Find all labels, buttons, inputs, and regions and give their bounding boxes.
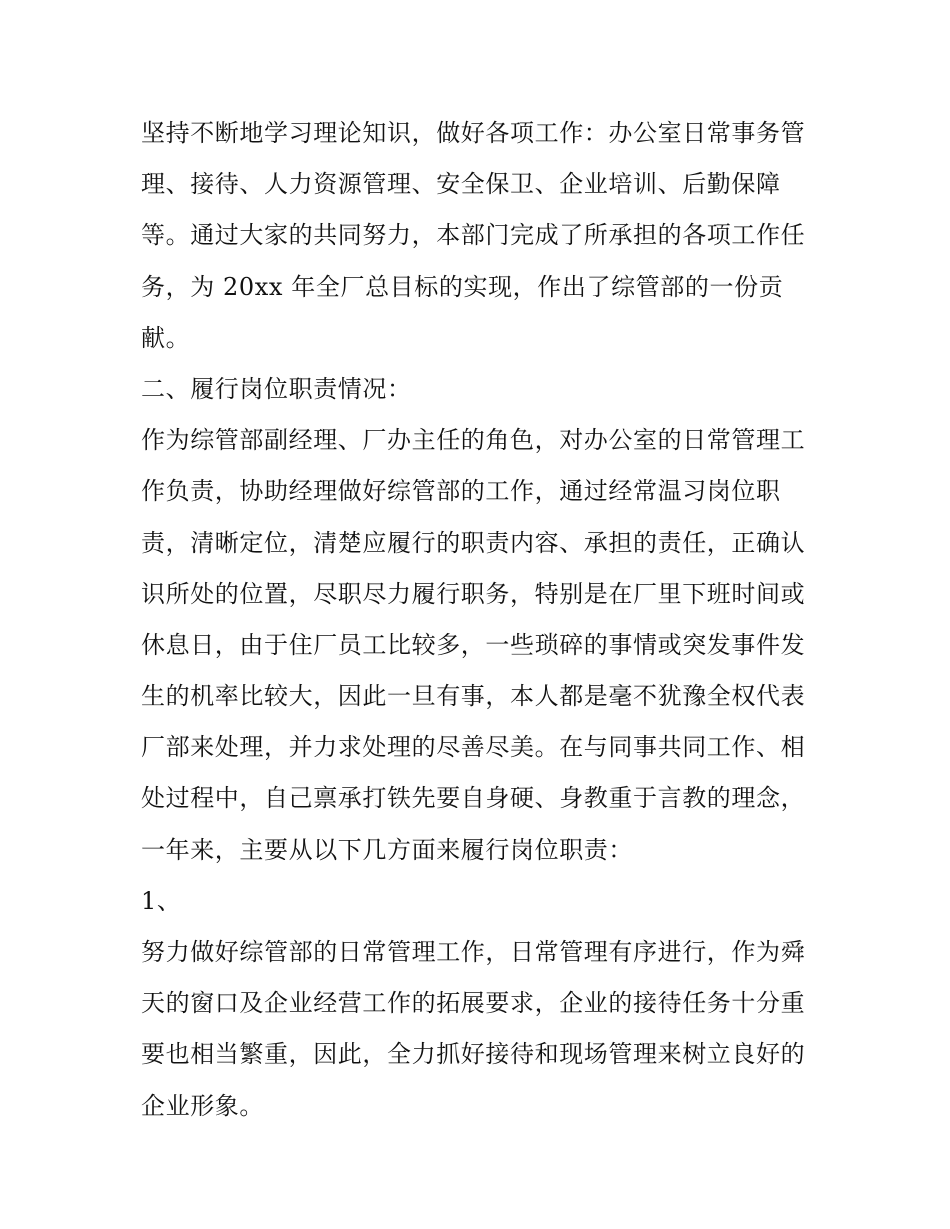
text-line: 理、接待、人力资源管理、安全保卫、企业培训、后勤保障 (141, 170, 781, 199)
text-line: 一年来，主要从以下几方面来履行岗位职责： (141, 835, 633, 864)
text-line: 识所处的位置，尽职尽力履行职务，特别是在厂里下班时间或 (141, 579, 806, 608)
text-line: 处过程中，自己禀承打铁先要自身硬、身教重于言教的理念， (141, 784, 806, 813)
text-line: 要也相当繁重，因此，全力抓好接待和现场管理来树立良好的 (141, 1040, 806, 1069)
text-line: 作为综管部副经理、厂办主任的角色，对办公室的日常管理工 (141, 426, 806, 455)
text-line: 休息日，由于住厂员工比较多，一些琐碎的事情或突发事件发 (141, 630, 806, 659)
text-line: 坚持不断地学习理论知识，做好各项工作：办公室日常事务管 (141, 119, 806, 147)
text-line: 努力做好综管部的日常管理工作，日常管理有序进行，作为舜 (141, 938, 806, 966)
text-line: 天的窗口及企业经营工作的拓展要求，企业的接待任务十分重 (141, 989, 806, 1018)
text-line: 务，为 20xx 年全厂总目标的实现，作出了综管部的一份贡 (141, 272, 784, 301)
text-line: 作负责，协助经理做好综管部的工作，通过经常温习岗位职 (141, 477, 781, 506)
text-line: 献。 (141, 323, 191, 352)
list-number: 1、 (141, 886, 182, 915)
text-line: 企业形象。 (141, 1091, 264, 1120)
text-line: 等。通过大家的共同努力，本部门完成了所承担的各项工作任 (141, 221, 806, 250)
text-line: 厂部来处理，并力求处理的尽善尽美。在与同事共同工作、相 (141, 733, 806, 762)
text-line: 生的机率比较大，因此一旦有事，本人都是毫不犹豫全权代表 (141, 682, 806, 711)
document-body (141, 108, 821, 1132)
text-line: 责，清晰定位，清楚应履行的职责内容、承担的责任，正确认 (141, 528, 806, 557)
section-heading: 二、履行岗位职责情况： (141, 374, 412, 403)
